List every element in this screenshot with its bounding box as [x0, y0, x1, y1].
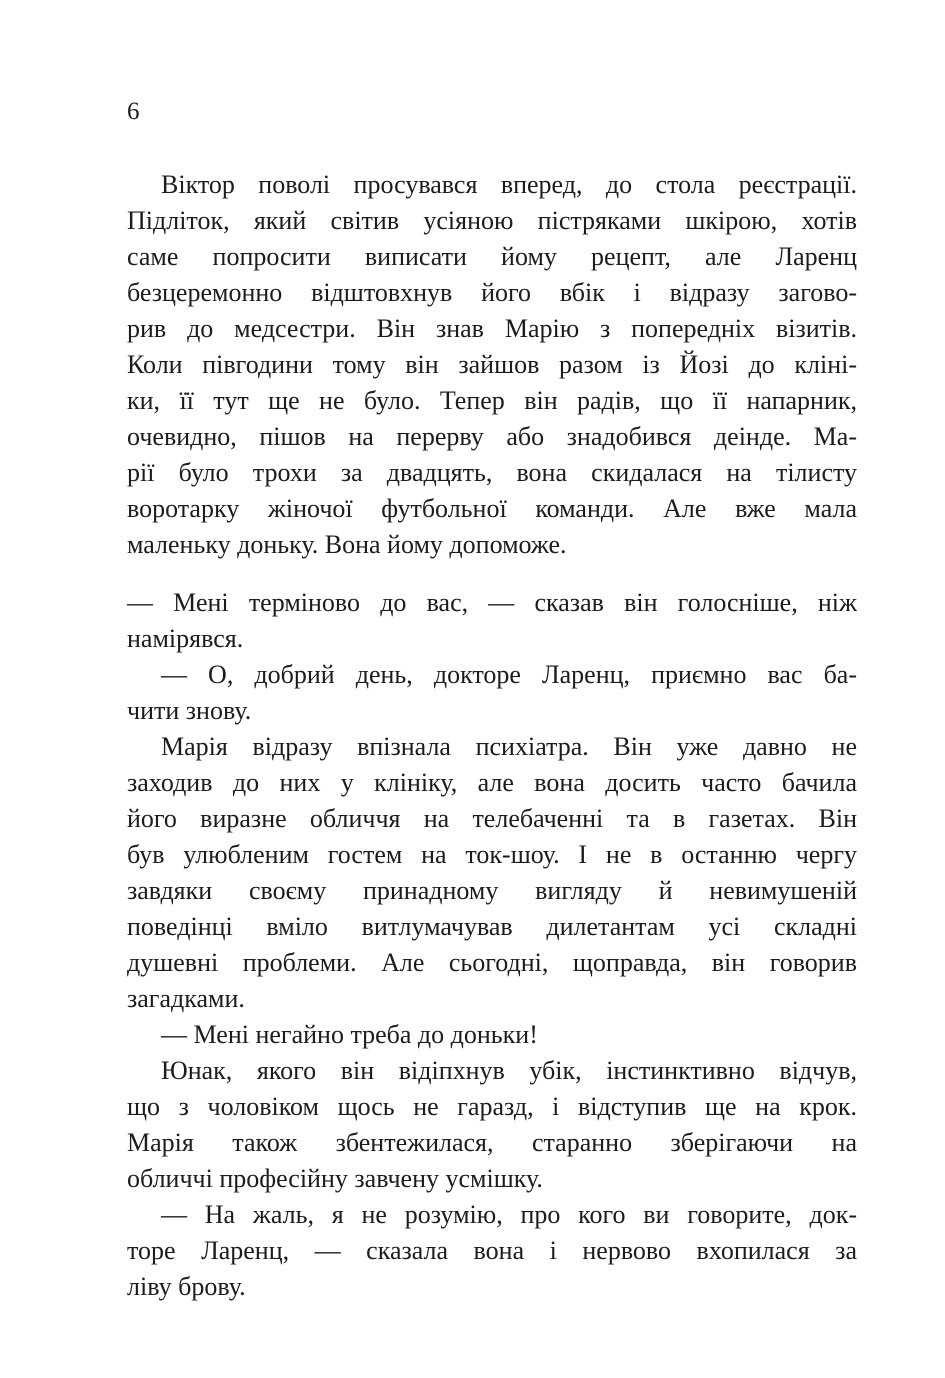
paragraph-narration-2 — [127, 729, 857, 1017]
paragraph-dialogue-4 — [127, 1197, 857, 1305]
text-line: Коли півгодини тому він зайшов разом із Йозі до кліні- — [127, 350, 857, 379]
text-line: Віктор поволі просувався вперед, до стола реєстрації. — [161, 170, 857, 199]
text-line: намірявся. — [127, 624, 244, 653]
text-line: — На жаль, я не розумію, про кого ви говорите, док- — [161, 1200, 857, 1229]
text-line: — О, добрий день, докторе Ларенц, приємно вас ба- — [161, 660, 857, 689]
text-line: — Мені терміново до вас, — сказав він голосніше, ніж — [127, 588, 857, 617]
text-line: воротарку жіночої футбольної команди. Але вже мала — [127, 494, 857, 523]
text-line: Підліток, який світив усіяною пістряками шкірою, хотів — [127, 206, 857, 235]
text-line: рив до медсестри. Він знав Марію з попередніх візитів. — [127, 314, 857, 343]
text-line: торе Ларенц, — сказала вона і нервово вхопилася за — [127, 1236, 857, 1265]
text-line: загадками. — [127, 984, 245, 1013]
body-text — [127, 167, 857, 1305]
text-line: саме попросити виписати йому рецепт, але Ларенц — [127, 242, 857, 271]
text-line: ки, її тут ще не було. Тепер він радів, що її напарник, — [127, 386, 857, 415]
text-line: був улюбленим гостем на ток-шоу. І не в останню чергу — [127, 840, 857, 869]
paragraph-narration-3 — [127, 1053, 857, 1197]
paragraph-dialogue-1 — [127, 585, 857, 657]
paragraph-dialogue-3 — [127, 1017, 857, 1053]
text-line: обличчі професійну завчену усмішку. — [127, 1164, 543, 1193]
text-line: заходив до них у клініку, але вона досить часто бачила — [127, 768, 857, 797]
text-line: рії було трохи за двадцять, вона скидалася на тілисту — [127, 458, 857, 487]
text-line: його виразне обличчя на телебаченні та в газетах. Він — [127, 804, 857, 833]
page-number: 6 — [127, 98, 140, 125]
text-line: душевні проблеми. Але сьогодні, щоправда, він говорив — [127, 948, 857, 977]
text-line: безцеремонно відштовхнув його вбік і відразу загово- — [127, 278, 857, 307]
text-line: Марія також збентежилася, старанно зберігаючи на — [127, 1128, 857, 1157]
paragraph-narration-1 — [127, 167, 857, 563]
text-line: маленьку доньку. Вона йому допоможе. — [127, 530, 567, 559]
text-line: поведінці вміло витлумачував дилетантам усі складні — [127, 912, 857, 941]
text-line: ліву брову. — [127, 1272, 246, 1301]
text-line: Юнак, якого він відіпхнув убік, інстинктивно відчув, — [161, 1056, 857, 1085]
text-line: завдяки своєму принадному вигляду й невимушеній — [127, 876, 857, 905]
text-line: чити знову. — [127, 696, 252, 725]
text-line: що з чоловіком щось не гаразд, і відступив ще на крок. — [127, 1092, 857, 1121]
text-line: — Мені негайно треба до доньки! — [161, 1020, 538, 1049]
text-line: очевидно, пішов на перерву або знадобився деінде. Ма- — [127, 422, 857, 451]
paragraph-dialogue-2 — [127, 657, 857, 729]
text-line: Марія відразу впізнала психіатра. Він уже давно не — [161, 732, 857, 761]
